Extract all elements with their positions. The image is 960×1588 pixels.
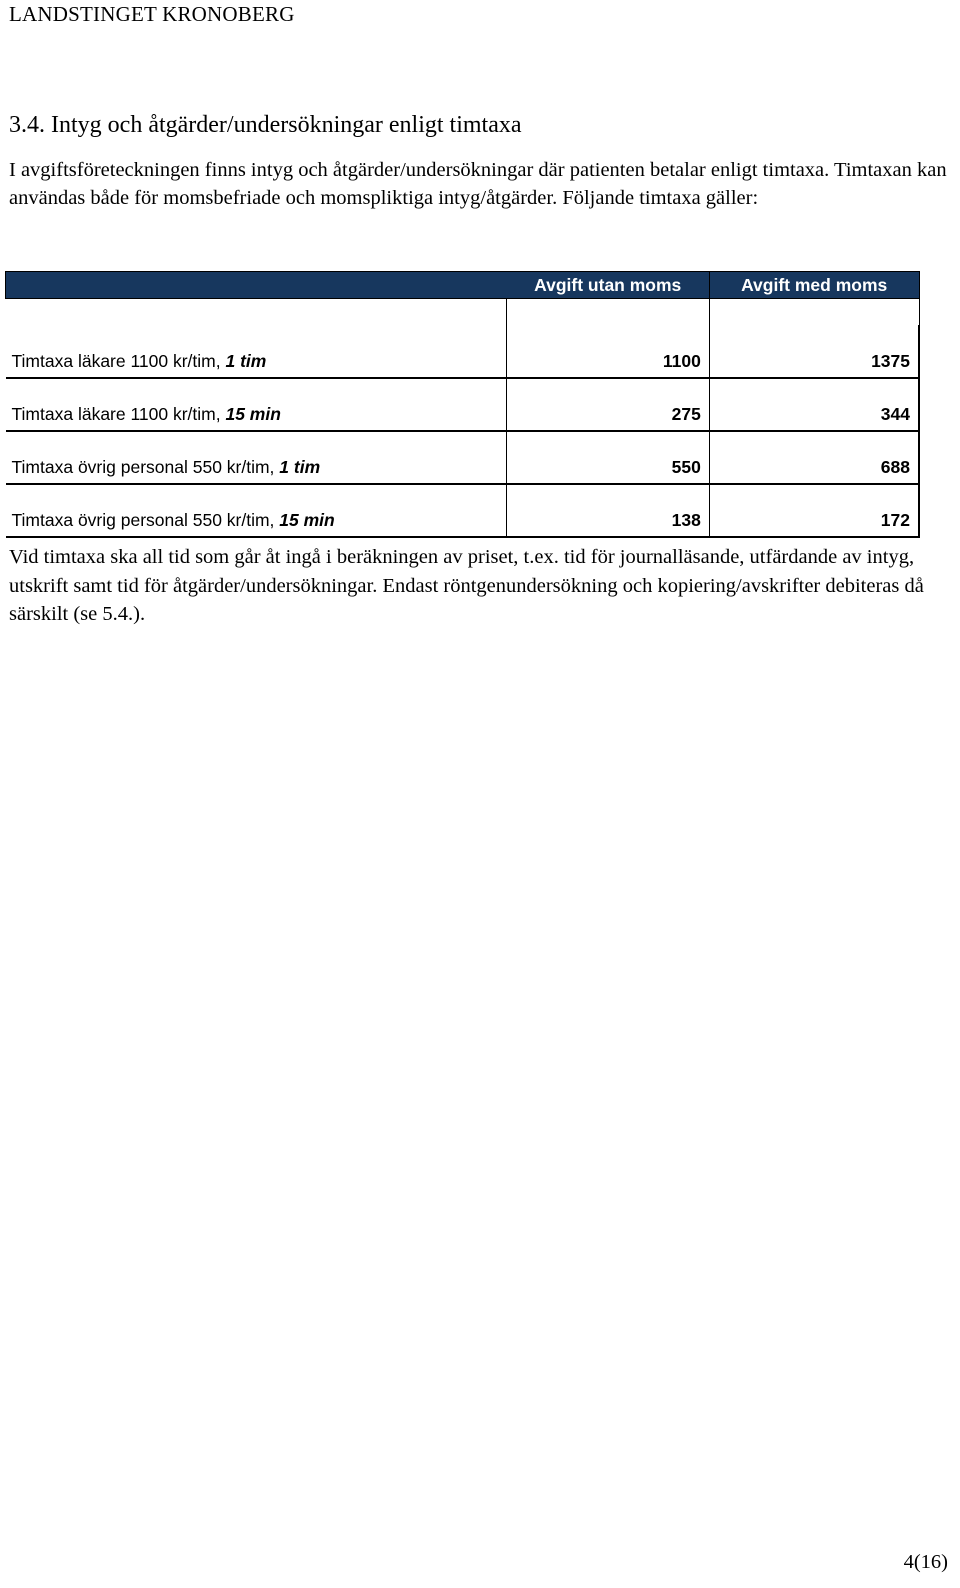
fee-without-vat: 275: [507, 378, 710, 431]
fee-with-vat: 172: [709, 484, 919, 537]
table-row: [6, 378, 920, 431]
fee-table-header-row: [6, 272, 920, 299]
column-header-description: [6, 272, 507, 299]
table-spacer-row: [6, 299, 920, 326]
row-description: Timtaxa övrig personal 550 kr/tim, 1 tim: [6, 431, 507, 484]
fee-without-vat: 138: [507, 484, 710, 537]
column-header-without-vat: Avgift utan moms: [507, 272, 710, 299]
fee-without-vat: 550: [507, 431, 710, 484]
organization-header: LANDSTINGET KRONOBERG: [9, 2, 295, 26]
row-description: Timtaxa läkare 1100 kr/tim, 1 tim: [6, 325, 507, 378]
fee-without-vat: 1100: [507, 325, 710, 378]
fee-with-vat: 688: [709, 431, 919, 484]
row-description: Timtaxa läkare 1100 kr/tim, 15 min: [6, 378, 507, 431]
table-row: [6, 484, 920, 537]
row-description: Timtaxa övrig personal 550 kr/tim, 15 min: [6, 484, 507, 537]
fee-with-vat: 344: [709, 378, 919, 431]
page-number: 4(16): [903, 1551, 948, 1573]
table-row: [6, 325, 920, 378]
table-row: [6, 431, 920, 484]
fee-with-vat: 1375: [709, 325, 919, 378]
column-header-with-vat: Avgift med moms: [709, 272, 919, 299]
fee-table: [5, 271, 920, 538]
section-heading: 3.4. Intyg och åtgärder/undersökningar enligt timtaxa: [9, 112, 522, 138]
closing-paragraph: Vid timtaxa ska all tid som går åt ingå i beräkningen av priset, t.ex. tid för journalläsande, utfärdande av intyg, utskrift samt tid för åtgärder/undersökningar. Endast röntgenundersökning och kopiering/avskrifter debiteras då särskilt (se 5.4.).: [9, 546, 924, 625]
intro-paragraph: I avgiftsföreteckningen finns intyg och åtgärder/undersökningar där patienten betalar enligt timtaxa. Timtaxan kan användas både för momsbefriade och momspliktiga intyg/åtgärder. Följande timtaxa gäller:: [9, 159, 947, 209]
